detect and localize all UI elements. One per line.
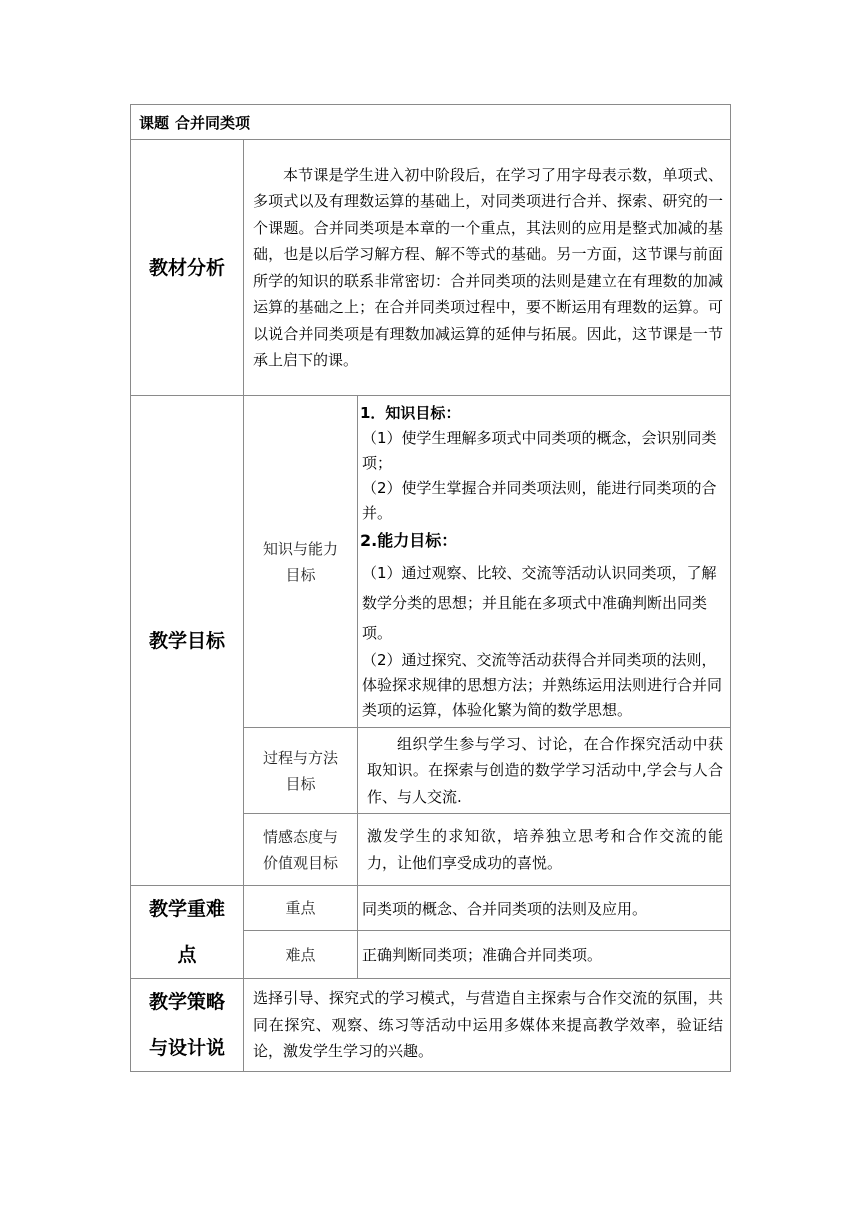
emotion-text: 激发学生的求知欲，培养独立思考和合作交流的能力，让他们享受成功的喜悦。 — [367, 827, 724, 872]
process-label-line1: 过程与方法 — [262, 748, 338, 767]
ability-goal-2: （2）通过探究、交流等活动获得合并同类项的法则，体验探求规律的思想方法；并熟练运用法则进行合并同类项的运算，体验化繁为简的数学思想。 — [362, 650, 723, 719]
emotion-label — [244, 814, 358, 886]
knowledge-goals — [358, 396, 731, 728]
focus-text: 同类项的概念、合并同类项的法则及应用。 — [358, 886, 731, 931]
strategy-cell — [244, 979, 731, 1072]
ability-goal-1: （1）通过观察、比较、交流等活动认识同类项，了解数学分类的思想；并且能在多项式中准确判断出同类项。 — [362, 563, 717, 642]
difficulty-text: 正确判断同类项；准确合并同类项。 — [358, 931, 731, 979]
knowledge-label — [244, 396, 358, 728]
keypoints-heading-line1: 教学重难 — [148, 898, 225, 920]
strategy-heading-line1: 教学策略 — [148, 991, 225, 1013]
emotion-label-line2: 价值观目标 — [262, 853, 338, 872]
process-label — [244, 728, 358, 814]
analysis-heading: 教材分析 — [131, 140, 244, 396]
lesson-plan-table — [130, 104, 731, 1072]
emotion-cell — [358, 814, 731, 886]
knowledge-label-line2: 目标 — [285, 565, 316, 584]
keypoints-heading — [131, 886, 244, 979]
knowledge-goal-heading: 1．知识目标： — [360, 403, 461, 422]
objectives-heading: 教学目标 — [131, 396, 244, 886]
process-text: 组织学生参与学习、讨论，在合作探究活动中获取知识。在探索与创造的数学学习活动中,学会与人合作、与人交流. — [367, 734, 724, 806]
keypoints-heading-line2: 点 — [177, 944, 197, 966]
lesson-title — [131, 105, 731, 140]
knowledge-goal-1: （1）使学生理解多项式中同类项的概念，会识别同类项； — [362, 428, 717, 472]
title-row — [131, 105, 731, 140]
emotion-label-line1: 情感态度与 — [262, 827, 338, 846]
focus-row — [131, 886, 731, 931]
knowledge-goal-2: （2）使学生掌握合并同类项法则，能进行同类项的合并。 — [362, 478, 717, 522]
knowledge-label-line1: 知识与能力 — [262, 539, 338, 558]
process-cell — [358, 728, 731, 814]
ability-goal-heading: 2.能力目标： — [360, 530, 458, 550]
analysis-text: 本节课是学生进入初中阶段后，在学习了用字母表示数，单项式、多项式以及有理数运算的基础上，对同类项进行合并、探索、研究的一个课题。合并同类项是本章的一个重点，其法则的应用是整式加减的基础，也是以后学习解方程、解不等式的基础。另一方面，这节课与前面所学的知识的联系非常密切：合并同类项的法则是建立在有理数的加减运算的基础之上；在合并同类项过程中，要不断运用有理数的运算。可以说合并同类项是有理数加减运算的延伸与拓展。因此，这节课是一节承上启下的课。 — [253, 165, 724, 369]
focus-label: 重点 — [244, 886, 358, 931]
process-label-line2: 目标 — [285, 774, 316, 793]
knowledge-row — [131, 396, 731, 728]
strategy-text: 选择引导、探究式的学习模式，与营造自主探索与合作交流的氛围，共同在探究、观察、练习等活动中运用多媒体来提高教学效率，验证结论，激发学生学习的兴趣。 — [253, 989, 724, 1061]
strategy-heading-line2: 与设计说 — [148, 1037, 225, 1059]
strategy-row — [131, 979, 731, 1072]
analysis-row — [131, 140, 731, 396]
title-topic: 合并同类项 — [175, 113, 251, 132]
title-label: 课题 — [139, 113, 170, 132]
strategy-heading — [131, 979, 244, 1072]
analysis-cell — [244, 140, 731, 396]
difficulty-label: 难点 — [244, 931, 358, 979]
